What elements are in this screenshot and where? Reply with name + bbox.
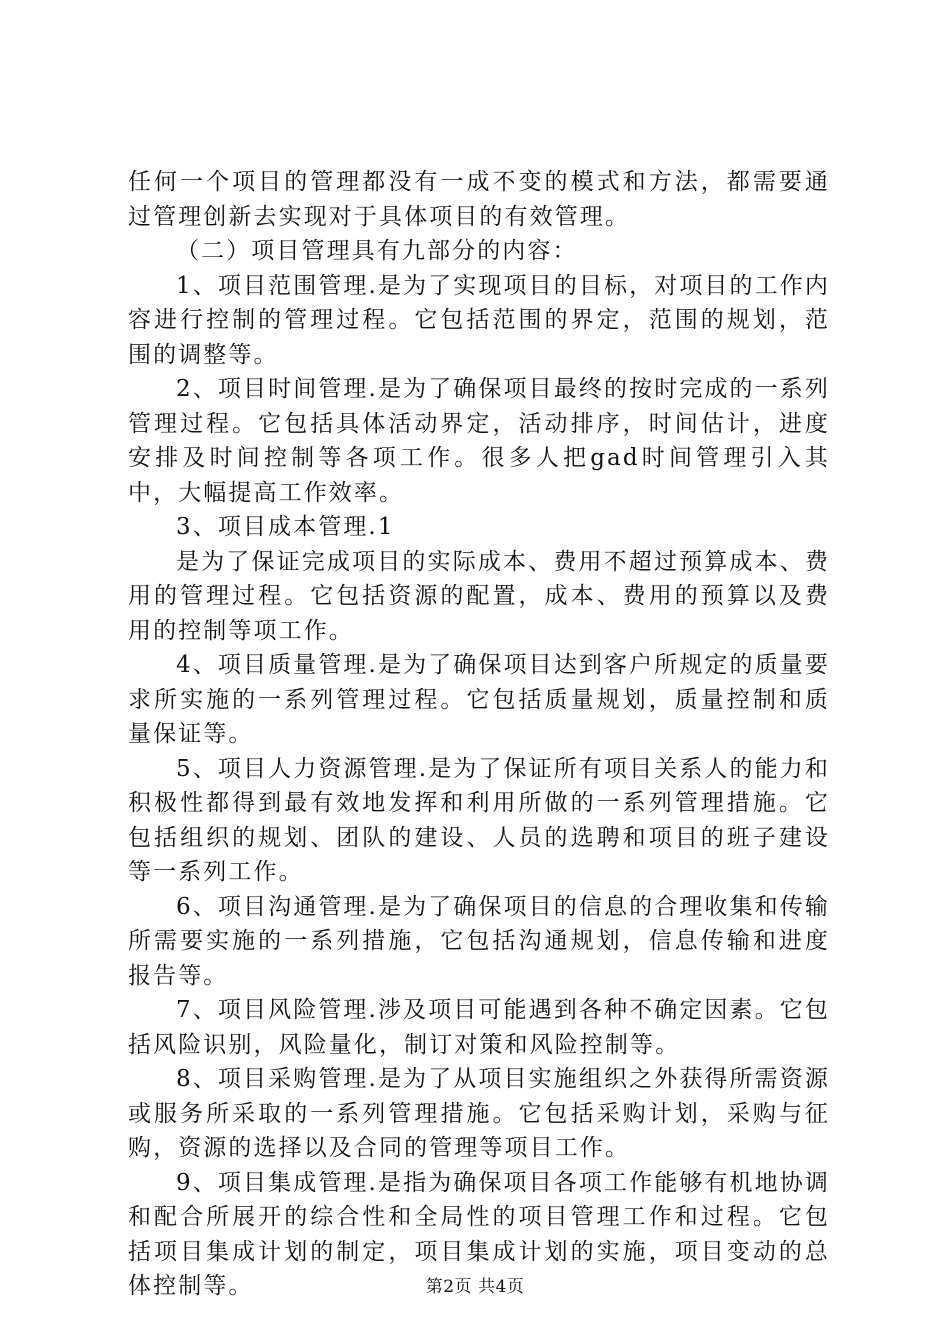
paragraph-risk-management: 7、项目风险管理.涉及项目可能遇到各种不确定因素。它包括风险识别，风险量化，制订对策和风险控制等。 <box>128 997 830 1058</box>
paragraph-intro-continuation: 任何一个项目的管理都没有一成不变的模式和方法，都需要通过管理创新去实现对于具体项目的有效管理。 <box>128 169 830 230</box>
paragraph-cost-management-body: 是为了保证完成项目的实际成本、费用不超过预算成本、费用的管理过程。它包括资源的配置，成本、费用的预算以及费用的控制等项工作。 <box>128 548 830 644</box>
paragraph-communication-management: 6、项目沟通管理.是为了确保项目的信息的合理收集和传输所需要实施的一系列措施，它包括沟通规划，信息传输和进度报告等。 <box>128 893 830 989</box>
paragraph-hr-management: 5、项目人力资源管理.是为了保证所有项目关系人的能力和积极性都得到最有效地发挥和利用所做的一系列管理措施。它包括组织的规划、团队的建设、人员的选聘和项目的班子建设等一系列工作。 <box>128 755 830 885</box>
page-footer: 第2页 共4页 <box>425 1277 525 1297</box>
section-heading-nine-parts: （二）项目管理具有九部分的内容： <box>176 238 578 264</box>
paragraph-cost-management-title: 3、项目成本管理.1 <box>176 514 395 540</box>
paragraph-scope-management: 1、项目范围管理.是为了实现项目的目标，对项目的工作内容进行控制的管理过程。它包括范围的界定，范围的规划，范围的调整等。 <box>128 272 830 368</box>
paragraph-integration-management: 9、项目集成管理.是指为确保项目各项工作能够有机地协调和配合所展开的综合性和全局性的项目管理工作和过程。它包括项目集成计划的制定，项目集成计划的实施，项目变动的总体控制等。 <box>128 1169 830 1299</box>
paragraph-quality-management: 4、项目质量管理.是为了确保项目达到客户所规定的质量要求所实施的一系列管理过程。它包括质量规划，质量控制和质量保证等。 <box>128 652 830 747</box>
paragraph-procurement-management: 8、项目采购管理.是为了从项目实施组织之外获得所需资源或服务所采取的一系列管理措施。它包括采购计划，采购与征购，资源的选择以及合同的管理等项目工作。 <box>128 1066 830 1161</box>
paragraph-time-management: 2、项目时间管理.是为了确保项目最终的按时完成的一系列管理过程。它包括具体活动界定，活动排序，时间估计，进度安排及时间控制等各项工作。很多人把gad时间管理引入其中，大幅提高工作效率。 <box>128 376 830 506</box>
document-body <box>128 165 830 1304</box>
